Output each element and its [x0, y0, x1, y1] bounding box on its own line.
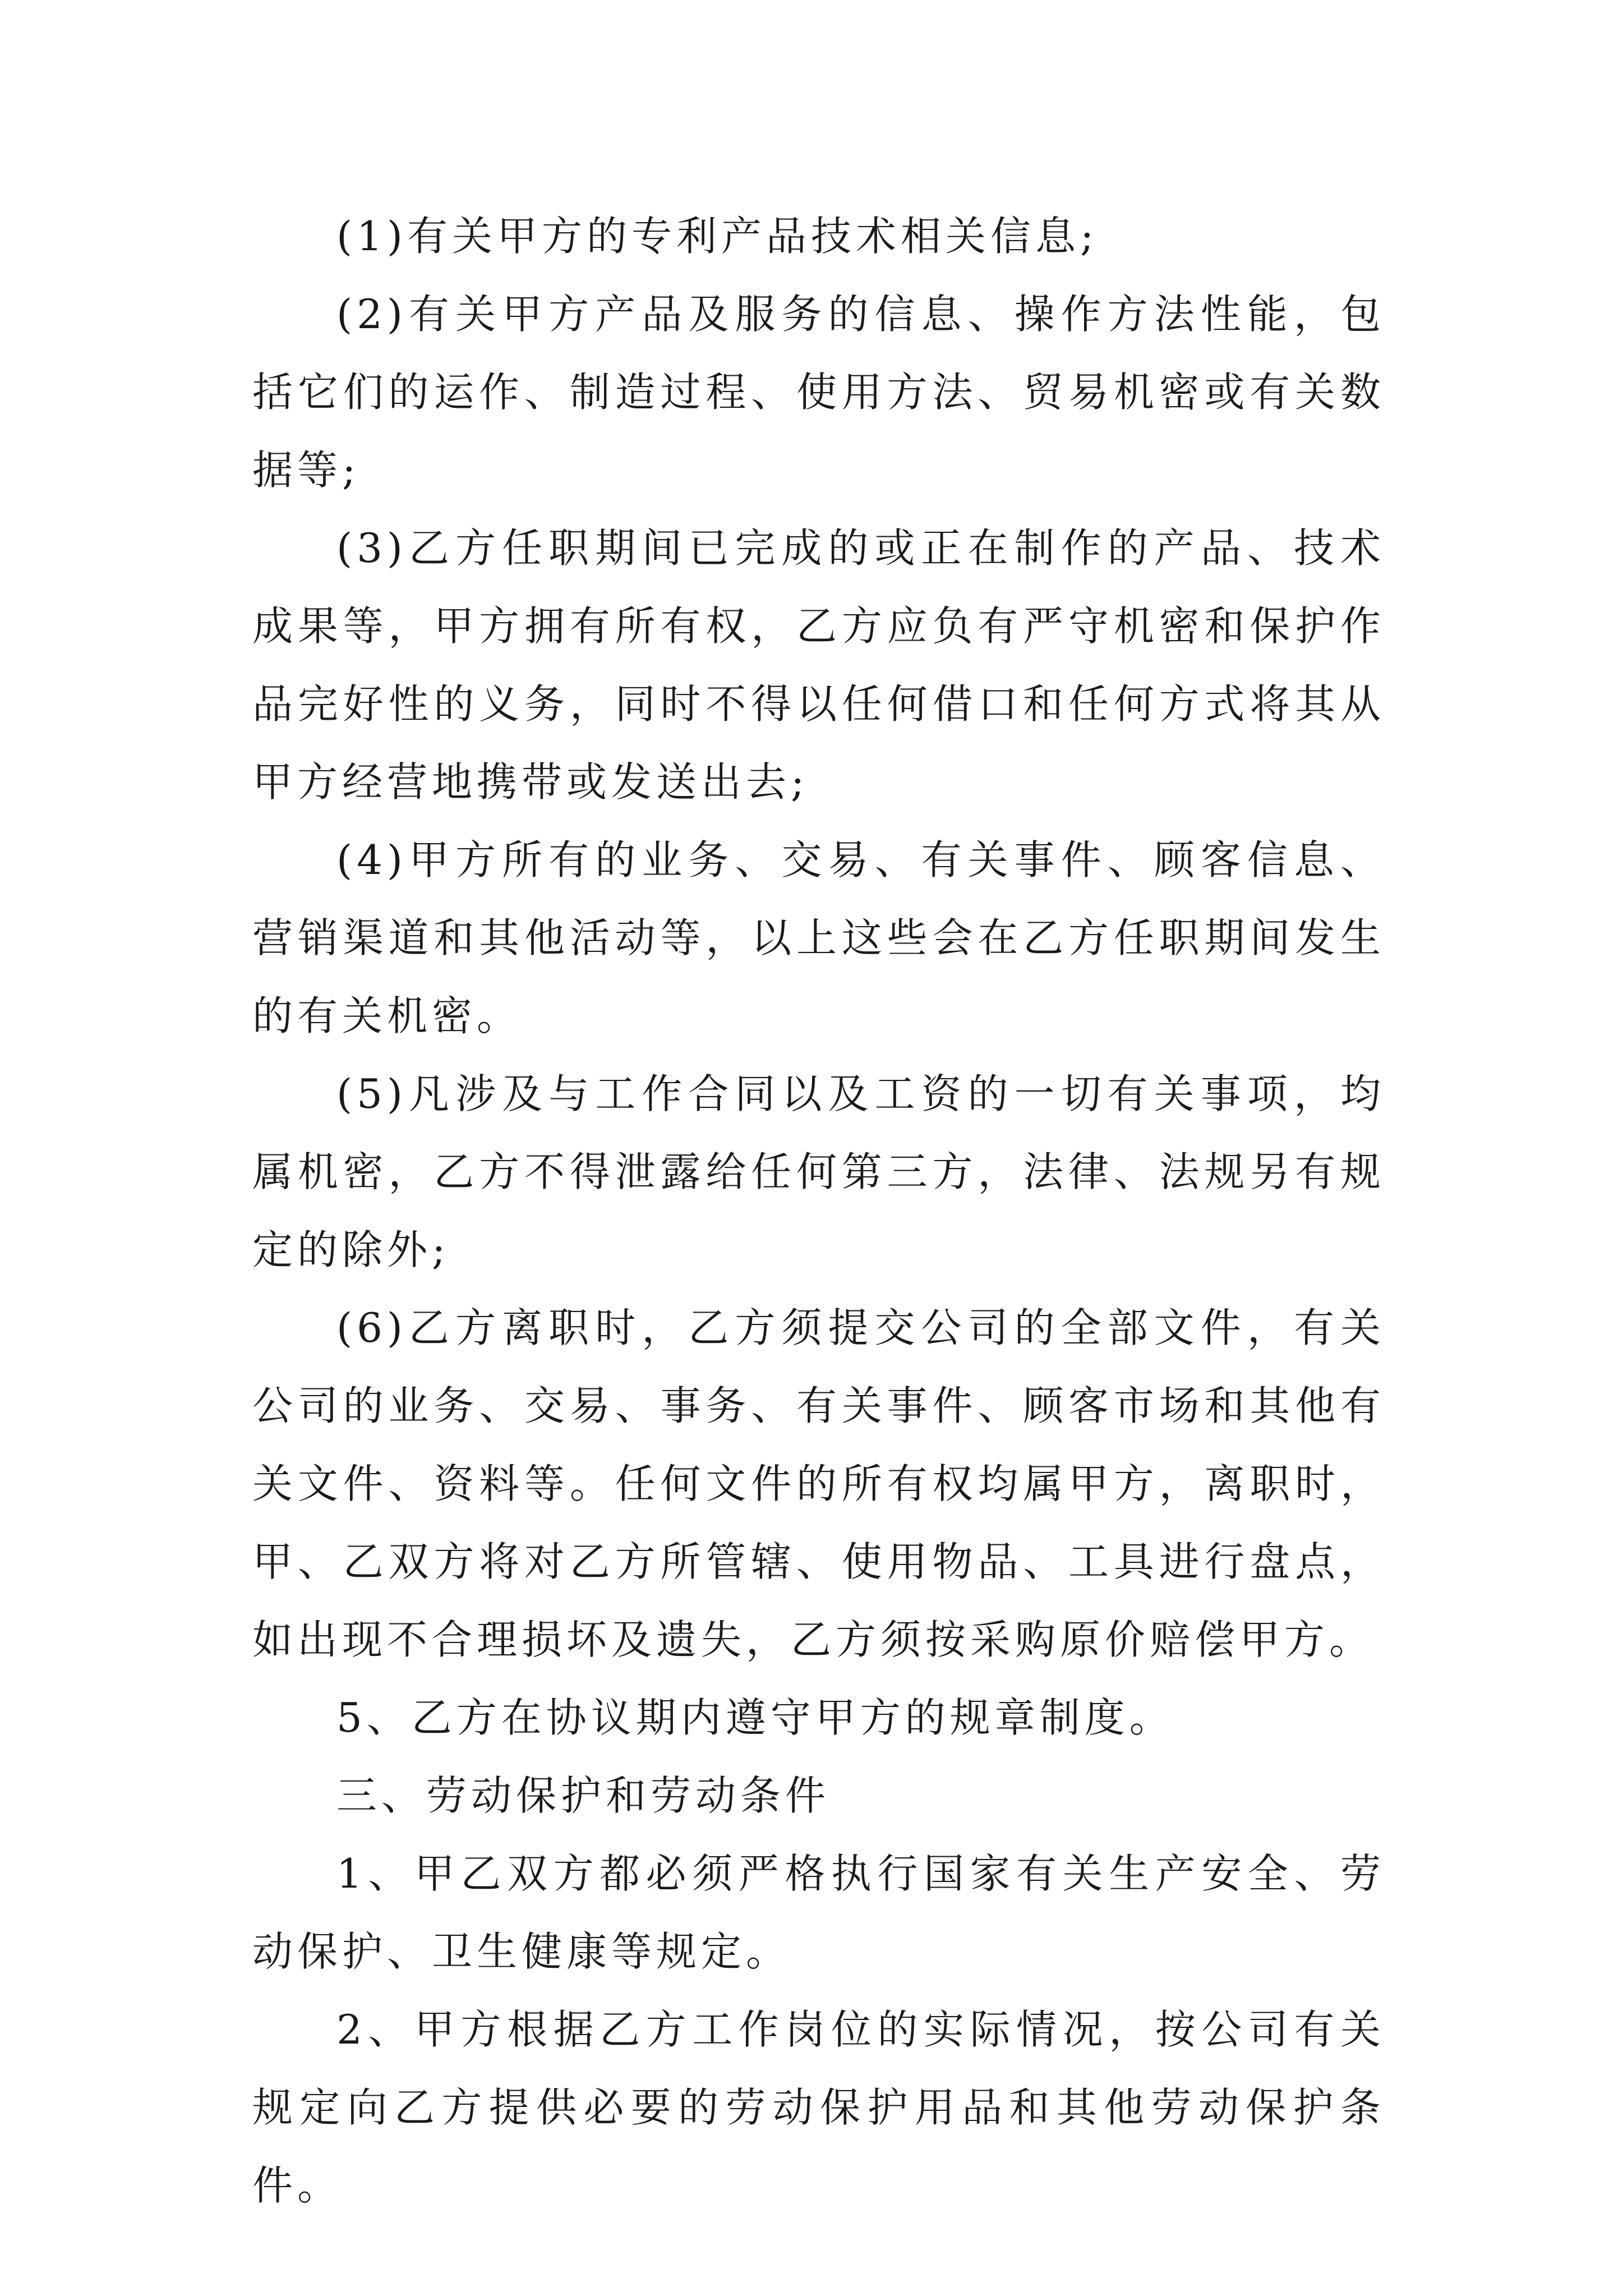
labor-clause-2: 2、甲方根据乙方工作岗位的实际情况，按公司有关规定向乙方提供必要的劳动保护用品和其他劳动保护条件。: [252, 2006, 1385, 2209]
clause-item-6: (6)乙方离职时，乙方须提交公司的全部文件，有关公司的业务、交易、事务、有关事件、顾客市场和其他有关文件、资料等。任何文件的所有权均属甲方，离职时，甲、乙双方将对乙方所管辖、使用物品、工具进行盘点，如出现不合理损坏及遗失，乙方须按采购原价赔偿甲方。: [252, 1304, 1385, 1663]
labor-clause-1: 1、甲乙双方都必须严格执行国家有关生产安全、劳动保护、卫生健康等规定。: [252, 1850, 1385, 1975]
clause-item-4: (4)甲方所有的业务、交易、有关事件、顾客信息、营销渠道和其他活动等，以上这些会在乙方任职期间发生的有关机密。: [252, 836, 1385, 1039]
clause-rules: 5、乙方在协议期内遵守甲方的规章制度。: [336, 1694, 1174, 1741]
clause-item-1: (1)有关甲方的专利产品技术相关信息;: [336, 213, 1099, 260]
clause-item-3: (3)乙方任职期间已完成的或正在制作的产品、技术成果等，甲方拥有所有权，乙方应负有严守机密和保护作品完好性的义务，同时不得以任何借口和任何方式将其从甲方经营地携带或发送出去;: [252, 524, 1385, 806]
clause-item-5: (5)凡涉及与工作合同以及工资的一切有关事项，均属机密，乙方不得泄露给任何第三方，法律、法规另有规定的除外;: [252, 1070, 1385, 1273]
document-page: [252, 197, 1385, 2225]
section-heading-labor-protection: 三、劳动保护和劳动条件: [336, 1772, 831, 1819]
clause-item-2: (2)有关甲方产品及服务的信息、操作方法性能，包括它们的运作、制造过程、使用方法、贸易机密或有关数据等;: [252, 291, 1385, 494]
